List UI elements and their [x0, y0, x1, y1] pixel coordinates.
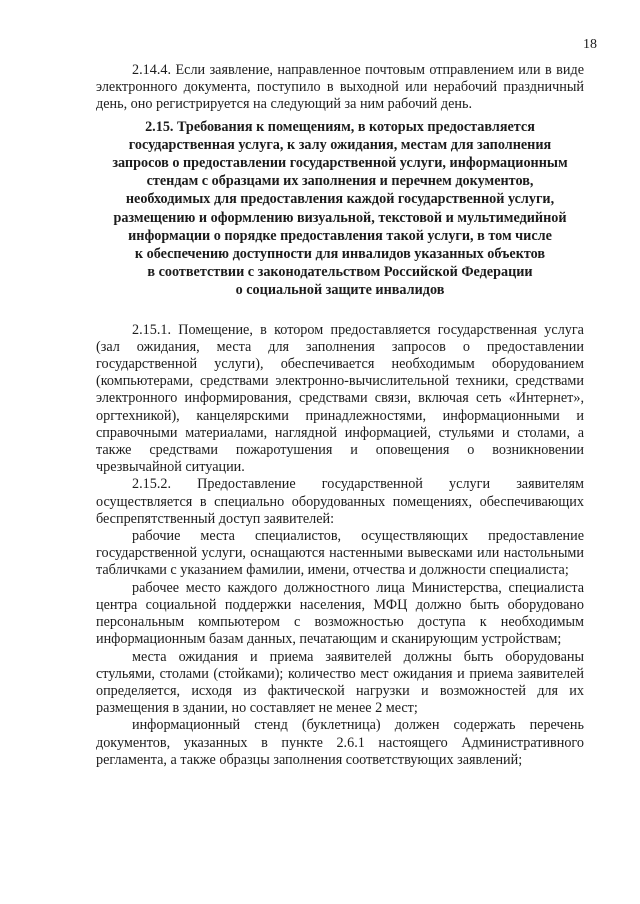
paragraph-information-stand: информационный стенд (буклетница) должен содержать перечень документов, указанных в пункте 2.6.1 настоящего Административного регламента, а также образцы заполнения соответствующих заявлений;: [96, 717, 584, 768]
paragraph-2-15-2: 2.15.2. Предоставление государственной услуги заявителям осуществляется в специально оборудованных помещениях, обеспечивающих беспрепятственный доступ заявителей:: [96, 476, 584, 527]
heading-line-5: необходимых для предоставления каждой государственной услуги,: [125, 191, 555, 208]
heading-spacer: [96, 300, 584, 322]
heading-line-4: стендам с образцами их заполнения и перечнем документов,: [146, 173, 534, 190]
paragraph-workstation-equipment: рабочее место каждого должностного лица Министерства, специалиста центра социальной поддержки населения, МФЦ должно быть оборудовано персональным компьютером с возможностью доступа к необходимым информационным базам данных, печатающим и сканирующим устройствам;: [96, 579, 584, 648]
heading-line-2: государственная услуга, к залу ожидания, местам для заполнения: [128, 136, 552, 153]
paragraph-2-14-4: 2.14.4. Если заявление, направленное почтовым отправлением или в виде электронного документа, поступило в выходной или нерабочий праздничный день, оно регистрируется на следующий за ним рабочий день.: [96, 62, 584, 113]
heading-line-7: информации о порядке предоставления такой услуги, в том числе: [128, 227, 552, 244]
heading-line-10: о социальной защите инвалидов: [235, 282, 445, 299]
heading-line-9: в соответствии с законодательством Российской Федерации: [147, 264, 533, 281]
paragraph-2-15-1: 2.15.1. Помещение, в котором предоставляется государственная услуга (зал ожидания, места для заполнения запросов о предоставлении государственной услуги), обеспечивается необходимым оборудованием (компьютерами, средствами электронно-вычислительной техники, средствами электронного информирования, средствами связи, включая сеть «Интернет», оргтехникой), канцелярскими принадлежностями, информационными и справочными материалами, наглядной информацией, стульями и столами, а также средствами пожаротушения и оповещения о возникновении чрезвычайной ситуации.: [96, 321, 584, 476]
heading-line-3: запросов о предоставлении государственной услуги, информационным: [112, 155, 568, 172]
paragraph-waiting-areas: места ожидания и приема заявителей должны быть оборудованы стульями, столами (стойками); количество мест ожидания и приема заявителей определяется, исходя из фактической нагрузки и возможностей для их размещения в здании, но составляет не менее 2 мест;: [96, 648, 584, 717]
section-2-15-heading: [96, 118, 584, 300]
heading-line-1: 2.15. Требования к помещениям, в которых предоставляется: [145, 118, 535, 135]
paragraph-workplaces-signage: рабочие места специалистов, осуществляющих предоставление государственной услуги, оснащаются настенными вывесками или настольными табличками с указанием фамилии, имени, отчества и должности специалиста;: [96, 528, 584, 579]
heading-line-6: размещению и оформлению визуальной, текстовой и мультимедийной: [113, 209, 567, 226]
document-body: [96, 62, 584, 769]
page-number: 18: [583, 37, 597, 52]
heading-line-8: к обеспечению доступности для инвалидов указанных объектов: [134, 246, 546, 263]
